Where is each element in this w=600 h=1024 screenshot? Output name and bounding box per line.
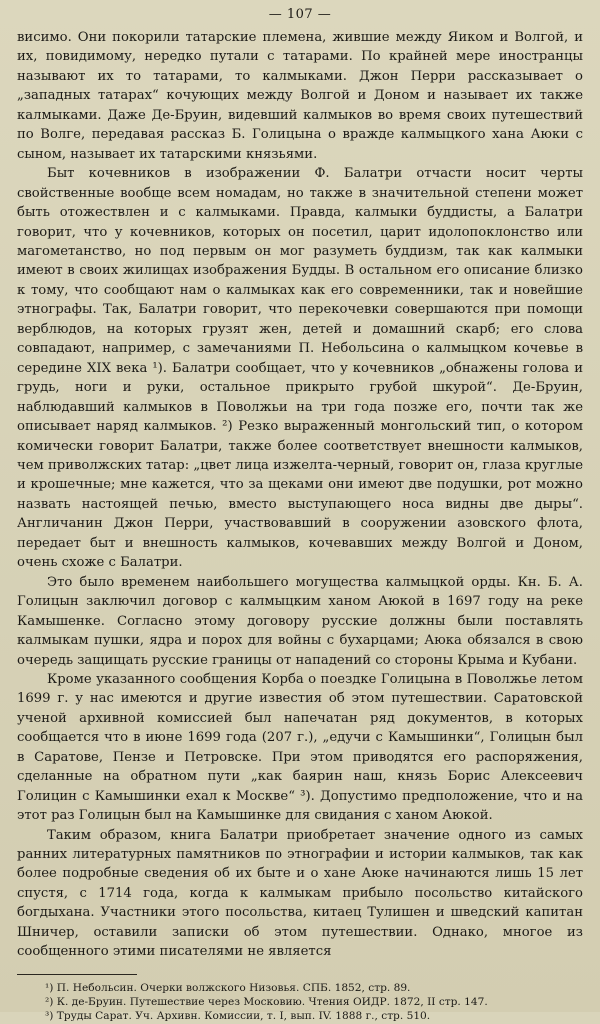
paragraph: Быт кочевников в изображении Ф. Балатри отчасти носит черты свойственные вообще всем номадам, но также в значительной степени может быть отожествлен и с калмыками. Правда, калмыки буддисты, а Балатри говорит, что у кочевников, которых он посетил, царит идолопоклонство или магометанство, но под первым он мог разуметь буддизм, так как калмыки имеют в своих жилищах изображения Будды. В остальном его описание близко к тому, что сообщают нам о калмыках как его современники, так и новейшие этнографы. Так, Балатри говорит, что перекочевки совершаются при помощи верблюдов, на которых грузят жен, детей и домашний скарб; его слова совпадают, например, с замечаниями П. Небольсина о калмыцком кочевье в середине XIX века ¹). Балатри сообщает, что у кочевников „обнажены голова и грудь, ноги и руки, остальное прикрыто грубой шкурой“. Де-Бруин, наблюдавший калмыков в Поволжьи на три года позже его, почти так же описывает наряд калмыков. ²) Резко выраженный монгольский тип, о котором комически говорит Балатри, также более соответствует внешности калмыков, чем приволжских татар: „цвет лица изжелта-черный, говорит он, глаза круглые и крошечные; мне кажется, что за щеками они имеют две подушки, рот можно назвать настоящей печью, вместо выступающего носа видны две дыры“. Англичанин Джон Перри, участвовавший в сооружении азовского флота, передает быт и внешность калмыков, кочевавших между Волгой и Доном, очень схоже с Балатри. [17, 166, 583, 571]
paragraph: Кроме указанного сообщения Корба о поездке Голицына в Поволжье летом 1699 г. у нас имеются и другие известия об этом путешествии. Саратовской ученой архивной комиссией был напечатан ряд документов, в которых сообщается что в июне 1699 года (207 г.), „едучи с Камышинки“, Голицын был в Саратове, Пензе и Петровске. При этом приводятся его распоряжения, сделанные на обратном пути „как баярин наш, князь Борис Алексеевич Голицин с Камышинки ехал к Москве“ ³). Допустимо предположение, что и на этот раз Голицын был на Камышинке для свидания с ханом Аюкой. [17, 671, 583, 824]
footnote: ²) К. де-Бруин. Путешествие через Московию. Чтения ОИДР. 1872, II стр. 147. [45, 996, 488, 1009]
paragraph: Таким образом, книга Балатри приобретает значение одного из самых ранних литературных памятников по этнографии и истории калмыков, так как более подробные сведения об их быте и о хане Аюке начинаются лишь 15 лет спустя, с 1714 года, когда к калмыкам прибыло посольство китайского богдыхана. Участники этого посольства, китаец Тулишен и шведский капитан Шничер, оставили записки об этом путешествии. Однако, многое из сообщенного этими писателями не является [17, 827, 583, 960]
body-text [17, 28, 583, 962]
footnote: ³) Труды Сарат. Уч. Архивн. Комиссии, т. I, вып. IV. 1888 г., стр. 510. [45, 1010, 431, 1023]
footnote-divider [17, 974, 137, 975]
footnote: ¹) П. Небольсин. Очерки волжского Низовья. СПБ. 1852, стр. 89. [45, 981, 411, 994]
footnotes [17, 981, 583, 1024]
paragraph: висимо. Они покорили татарские племена, жившие между Яиком и Волгой, и их, повидимому, нередко путали с татарами. По крайней мере иностранцы называют их то татарами, то калмыками. Джон Перри рассказывает о „западных татарах“ кочующих между Волгой и Доном и называет их также калмыками. Даже Де-Бруин, видевший калмыков во время своих путешествий по Волге, передавая рассказ Б. Голицына о вражде калмыцкого хана Аюки с сыном, называет их татарскими князьями. [17, 30, 583, 162]
paragraph: Это было временем наибольшего могущества калмыцкой орды. Кн. Б. А. Голицын заключил договор с калмыцким ханом Аюкой в 1697 году на реке Камышенке. Согласно этому договору русские должны были поставлять калмыкам пушки, ядра и порох для войны с бухарцами; Аюка обязался в свою очередь защищать русские границы от нападений со стороны Крыма и Кубани. [17, 574, 583, 668]
page-number: — 107 — [268, 7, 332, 22]
